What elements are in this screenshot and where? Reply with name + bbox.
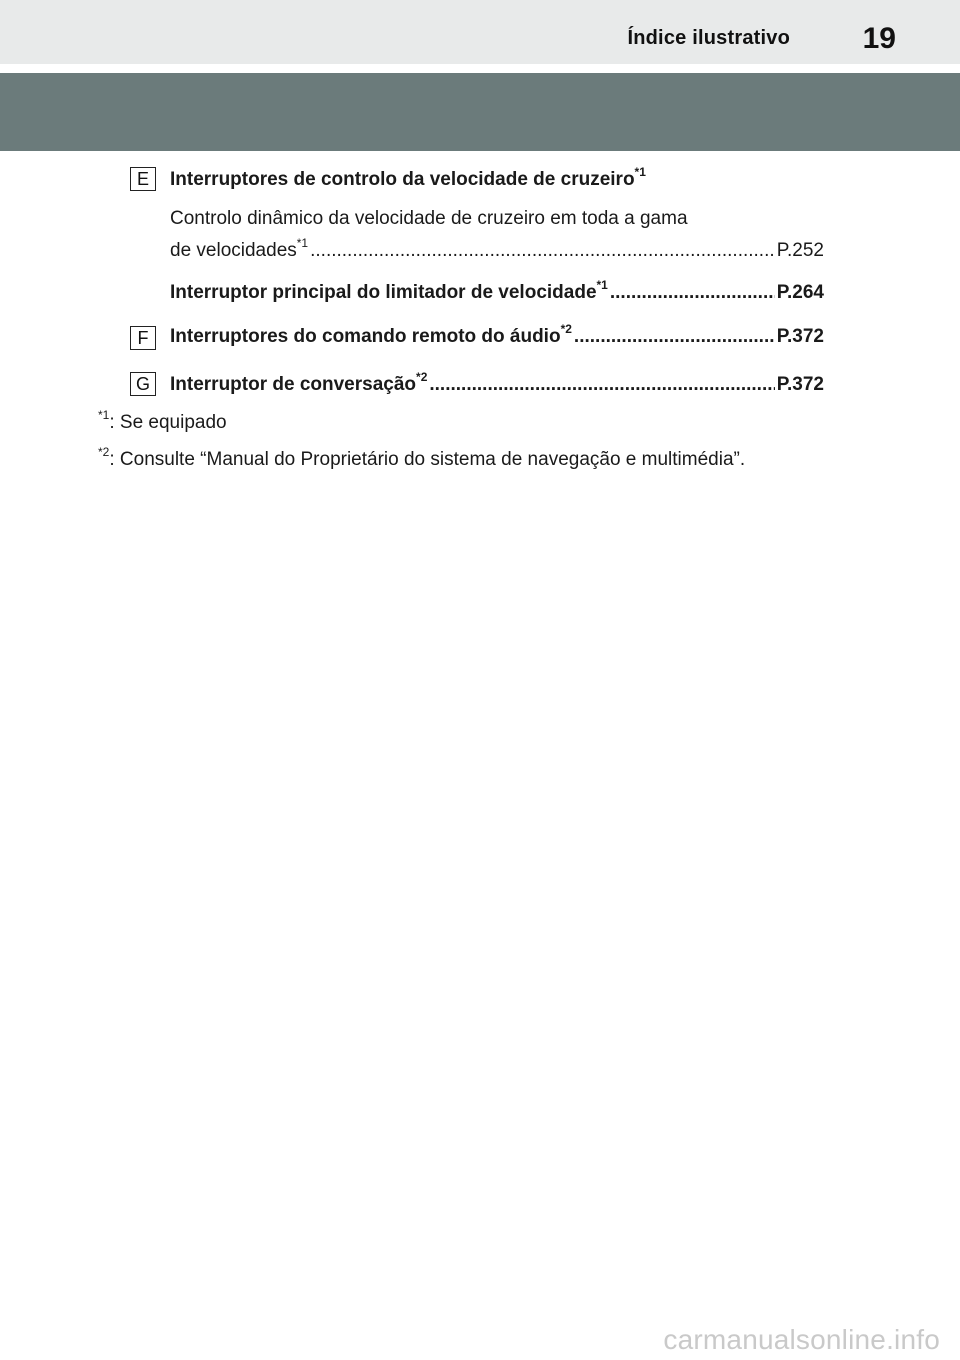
entry-g-footnote-mark: *2 (416, 370, 428, 384)
entry-e-sub2-label: Interruptor principal do limitador de velocidade$^{*1}$ (170, 278, 608, 303)
footnote-1 (98, 408, 227, 435)
entry-e-sub1-footnote-mark: *1 (296, 236, 309, 250)
footnote-2-text: : Consulte “Manual do Proprietário do sistema de navegação e multimédia”. (109, 449, 746, 470)
footnote-1-mark: *1 (98, 408, 110, 422)
entry-e-sub1-label: de velocidades$^{*1}$ (170, 236, 309, 261)
entry-e-sub2 (170, 278, 824, 305)
entry-f-label: Interruptores do comando remoto do áudio$^{*2}$ (170, 322, 572, 347)
label-box-e: E (130, 167, 156, 191)
entry-f (170, 322, 824, 349)
entry-e-sub2-page-ref[interactable]: P.264 (776, 282, 824, 303)
illustration-band (0, 73, 960, 151)
entry-e-sub1-page-ref[interactable]: P.252 (776, 240, 824, 261)
label-box-f: F (130, 326, 156, 350)
entry-g (170, 370, 824, 397)
leader-dots (310, 239, 775, 263)
leader-dots (429, 373, 774, 397)
label-box-g: G (130, 372, 156, 396)
watermark-link[interactable]: carmanualsonline.info (663, 1324, 940, 1355)
footnote-1-text: : Se equipado (109, 412, 227, 433)
entry-g-page-ref[interactable]: P.372 (776, 374, 824, 395)
entry-f-footnote-mark: *2 (560, 322, 572, 336)
section-title: Índice ilustrativo (627, 27, 790, 49)
entry-f-page-ref[interactable]: P.372 (776, 326, 824, 347)
entry-e-title-footnote-mark: *1 (634, 165, 646, 179)
page-number: 19 (862, 22, 896, 55)
leader-dots (574, 325, 775, 349)
header-bar (0, 0, 960, 64)
entry-e-sub1-line1: Controlo dinâmico da velocidade de cruzeiro em toda a gama (170, 208, 688, 229)
footnote-2 (98, 445, 746, 472)
entry-e-title-text: Interruptores de controlo da velocidade de cruzeiro (170, 169, 635, 190)
entry-e-sub1-line2 (170, 236, 824, 263)
entry-g-label: Interruptor de conversação$^{*2}$ (170, 370, 428, 395)
entry-e-sub2-footnote-mark: *1 (596, 278, 608, 292)
footnote-2-mark: *2 (98, 445, 110, 459)
leader-dots (610, 281, 775, 305)
entry-e-title (170, 165, 824, 192)
